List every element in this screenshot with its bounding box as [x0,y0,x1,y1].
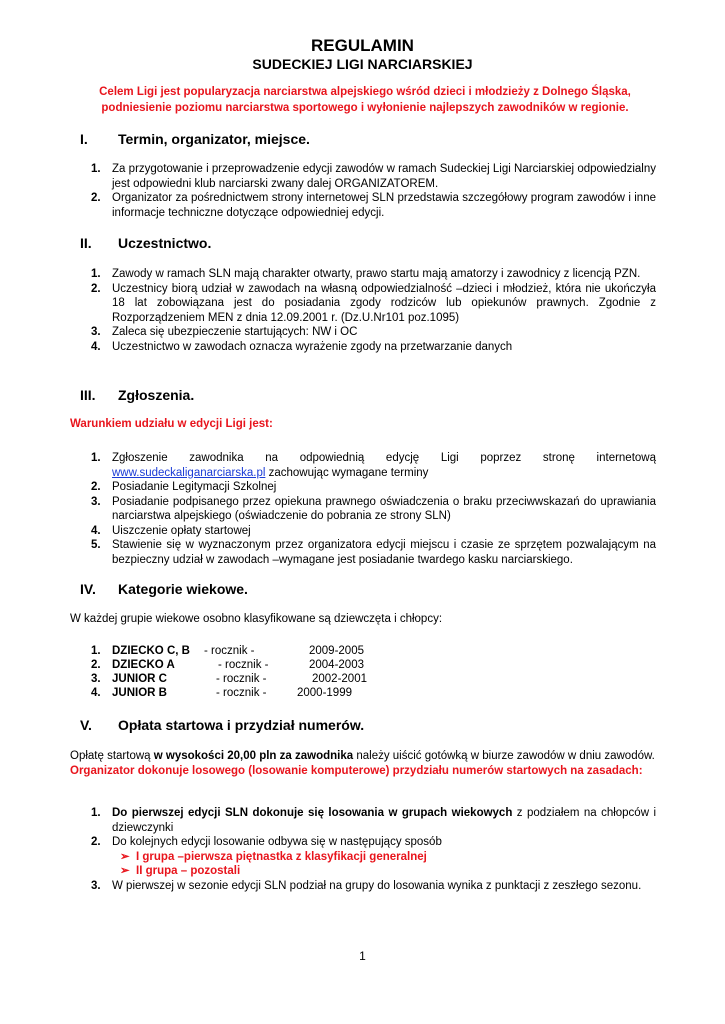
rocznik-label: - rocznik - [216,673,267,685]
fee-amount: w wysokości 20,00 pln za zawodnika [153,750,354,762]
rocznik-label: - rocznik - [218,659,269,671]
table-row [91,644,491,658]
age-category-table [91,644,491,700]
rocznik-label: - rocznik - [204,645,255,657]
item-text: Uiszczenie opłaty startowej [112,524,251,537]
draw-rules-heading: Organizator dokonuje losowego (losowanie komputerowe) przydziału numerów startowych na zasadach: [70,764,643,777]
item-number: 1. [91,452,101,464]
year-range: 2004-2003 [309,659,364,671]
section-3-condition: Warunkiem udziału w edycji Ligi jest: [70,418,273,430]
list-item [91,879,656,894]
item-text: Posiadanie podpisanego przez opiekuna prawnego oświadczenia o braku przeciwwskazań do uprawiania narciarstwa alpejskiego (oświadczenie do pobrania ze strony SLN) [112,495,656,522]
row-number: 4. [91,687,101,699]
year-range: 2000-1999 [297,687,352,699]
arrow-bullet-icon: ➢ [120,850,130,863]
list-item [91,835,656,879]
item-number: 2. [91,481,101,493]
intro-paragraph: Celem Ligi jest popularyzacja narciarstwa alpejskiego wśród dzieci i młodzieży z Dolnego Śląska, podniesienie poziomu narciarstwa sportowego i wyłonienie najlepszych zawodników w regionie. [99,86,631,114]
item-text: Stawienie się w wyznaczonym przez organizatora edycji miejscu i czasie ze sprzętem pozwalającym na bezpieczny udział w zawodach –wymagane jest posiadanie twardego kasku narciarskiego. [112,539,656,566]
rocznik-label: - rocznik - [216,687,267,699]
item-number: 1. [91,807,101,819]
row-number: 3. [91,673,101,685]
category-name: DZIECKO A [112,659,175,671]
item-text: Organizator za pośrednictwem strony internetowej SLN przedstawia szczegółowy program zawodów i inne informacje techniczne dotyczące odpowiedniej edycji. [112,192,656,219]
list-item [91,806,656,835]
item-number: 3. [91,326,101,338]
list-item [91,451,656,480]
item-number: 2. [91,836,101,848]
item-number: 1. [91,268,101,280]
section-5-number: V. [80,717,92,733]
category-name: DZIECKO C, B [112,645,190,657]
section-5-list [91,806,656,893]
fee-paragraph [70,749,656,778]
doc-title: REGULAMIN [311,36,414,55]
list-item [91,538,656,567]
section-1-title: Termin, organizator, miejsce. [118,131,310,147]
item-text: Zawody w ramach SLN mają charakter otwarty, prawo startu mają amatorzy i zawodnicy z licencją PZN. [112,268,641,280]
list-item [91,162,656,191]
table-row [91,686,491,700]
item-text: W pierwszej w sezonie edycji SLN podział na grupy do losowania wynika z punktacji z zeszłego sezonu. [112,879,642,892]
section-3-number: III. [80,387,96,403]
list-item [91,340,656,355]
item-text: z podziałem na chłopców i dziewczynki [112,807,656,834]
item-text: Uczestnicy biorą udział w zawodach na własną odpowiedzialność –dzieci i młodzież, która nie ukończyła 18 lat zobowiązana jest do posiadania zgody rodziców lub opiekunów prawnych. Zgodnie z Rozporządzeniem MEN z dnia 12.09.2001 r. (Dz.U.Nr101 poz.1095) [112,282,656,324]
item-number: 2. [91,192,101,204]
fee-text: Opłatę startową [70,750,154,762]
item-text: Uczestnictwo w zawodach oznacza wyrażenie zgody na przetwarzanie danych [112,340,513,353]
item-text: Zgłoszenie zawodnika na odpowiednią edycję Ligi poprzez stronę internetową [112,452,656,464]
section-3-title: Zgłoszenia. [118,387,195,403]
list-item [91,267,656,282]
section-1-number: I. [80,131,88,147]
item-text: Do kolejnych edycji losowanie odbywa się w następujący sposób [112,836,442,848]
year-range: 2002-2001 [312,673,367,685]
section-4-number: IV. [80,581,96,597]
table-row [91,672,491,686]
section-1-list [91,162,656,220]
section-5-title: Opłata startowa i przydział numerów. [118,717,365,733]
item-text: Posiadanie Legitymacji Szkolnej [112,481,277,493]
item-number: 1. [91,163,101,175]
item-number: 2. [91,282,101,295]
category-name: JUNIOR C [112,673,167,685]
item-text: Zaleca się ubezpieczenie startujących: NW i OC [112,326,358,338]
item-text: Za przygotowanie i przeprowadzenie edycji zawodów w ramach Sudeckiej Ligi Narciarskiej odpowiedzialny jest odpowiedni klub narciarski zwany dalej ORGANIZATOREM. [112,163,656,190]
page-number: 1 [359,949,366,963]
item-text: Do pierwszej edycji SLN dokonuje się losowania w grupach wiekowych [112,807,513,819]
section-4-intro: W każdej grupie wiekowe osobno klasyfikowane są dziewczęta i chłopcy: [70,613,443,625]
item-number: 4. [91,524,101,537]
list-item [91,325,656,340]
sub-list-item [112,864,656,879]
doc-subtitle: SUDECKIEJ LIGI NARCIARSKIEJ [252,56,473,72]
table-row [91,658,491,672]
arrow-bullet-icon: ➢ [120,865,130,877]
item-text: zachowując wymagane terminy [265,466,429,479]
section-4-title: Kategorie wiekowe. [118,581,248,597]
list-item [91,191,656,220]
website-link[interactable]: www.sudeckaliganarciarska.pl [112,466,266,479]
sub-list-item [112,850,656,865]
item-number: 4. [91,340,101,353]
section-2-title: Uczestnictwo. [118,235,212,251]
list-item [91,282,656,326]
list-item [91,524,656,539]
list-item [91,480,656,495]
item-number: 3. [91,879,101,892]
list-item [91,495,656,524]
category-name: JUNIOR B [112,687,167,699]
item-number: 5. [91,539,101,551]
sub-item-text: II grupa – pozostali [136,865,241,877]
row-number: 2. [91,659,101,671]
row-number: 1. [91,645,101,657]
sub-item-text: I grupa –pierwsza piętnastka z klasyfikacji generalnej [136,850,427,863]
item-number: 3. [91,495,101,508]
section-2-number: II. [80,235,92,251]
section-3-list [91,451,656,567]
fee-text: należy uiścić gotówką w biurze zawodów w dniu zawodów. [353,750,655,762]
section-2-list [91,267,656,354]
year-range: 2009-2005 [309,645,364,657]
